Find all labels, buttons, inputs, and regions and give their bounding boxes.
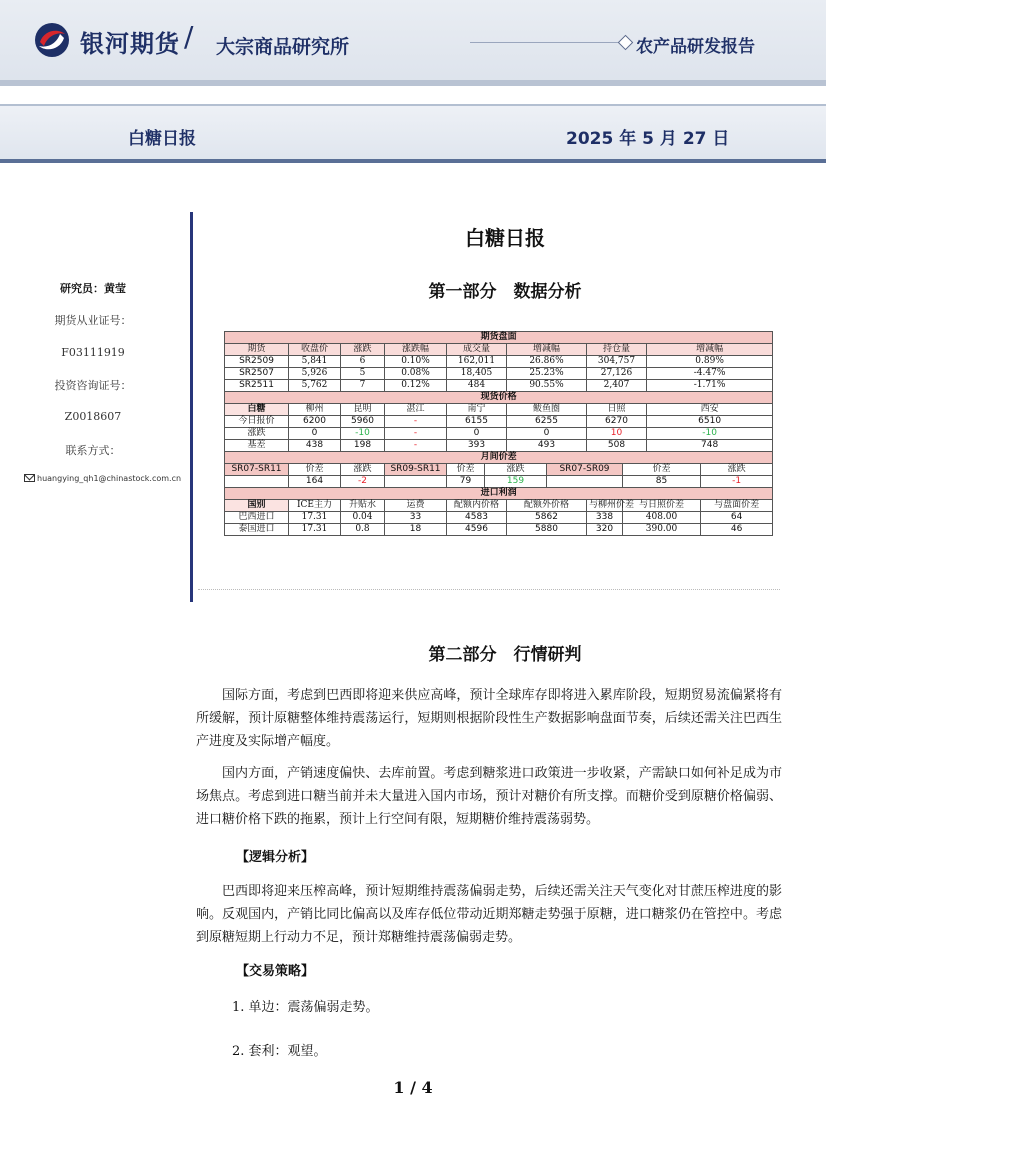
table-cell: 0: [507, 428, 587, 440]
paragraph-international: 国际方面，考虑到巴西即将迎来供应高峰，预计全球库存即将进入累库阶段，短期贸易流偏紧将有所缓解，预计原糖整体维持震荡运行，短期则根据阶段性生产数据影响盘面节奏，后续还需关注巴西生产进度及实际增产幅度。: [196, 688, 782, 749]
header-divider: [0, 80, 826, 86]
table-header-cell: 南宁: [447, 404, 507, 416]
futures-section: [225, 332, 773, 392]
table-cell: 393: [447, 440, 507, 452]
company-logo-icon: [34, 22, 70, 58]
report-type: 农产品研发报告: [636, 37, 755, 57]
table-cell: SR2511: [225, 380, 289, 392]
spread-header-row: [225, 464, 773, 476]
table-cell: 6155: [447, 416, 507, 428]
table-cell: 6: [341, 356, 385, 368]
table-header-cell: 增减幅: [507, 344, 587, 356]
table-header-cell: 涨跌: [701, 464, 773, 476]
report-type-line: [470, 42, 620, 43]
title-band-top-rule: [0, 104, 826, 106]
table-cell: 159: [485, 476, 547, 488]
table-header-cell: 与柳州价差: [587, 500, 623, 512]
strategy-item-arbitrage: 2. 套利：观望。: [232, 1044, 327, 1059]
table-cell: 198: [341, 440, 385, 452]
table-cell: 33: [385, 512, 447, 524]
table-cell: [225, 476, 289, 488]
table-cell: -: [385, 440, 447, 452]
table-header-cell: 白糖: [225, 404, 289, 416]
import-header-row: [225, 500, 773, 512]
table-cell: 6255: [507, 416, 587, 428]
table-bottom-divider: [198, 589, 780, 590]
table-cell: -4.47%: [647, 368, 773, 380]
table-header-cell: 涨跌: [485, 464, 547, 476]
table-row: [225, 356, 773, 368]
spread-section: [225, 452, 773, 488]
invest-cert-label: 投资咨询证号：: [54, 379, 132, 392]
table-row: [225, 440, 773, 452]
invest-cert-number: Z0018607: [64, 410, 122, 423]
futures-cert-label: 期货从业证号：: [54, 314, 132, 327]
table-header-cell: 涨跌: [341, 344, 385, 356]
table-cell: -10: [647, 428, 773, 440]
table-header-cell: 收盘价: [289, 344, 341, 356]
table-header-cell: 价差: [447, 464, 485, 476]
table-row: [225, 524, 773, 536]
institute-name: 大宗商品研究所: [216, 36, 350, 58]
table-cell: 320: [587, 524, 623, 536]
table-cell: 今日报价: [225, 416, 289, 428]
table-cell: 508: [587, 440, 647, 452]
table-cell: 2,407: [587, 380, 647, 392]
table-cell: 18: [385, 524, 447, 536]
table-cell: 5880: [507, 524, 587, 536]
table-cell: 5,841: [289, 356, 341, 368]
table-cell: 390.00: [623, 524, 701, 536]
table-cell: 5,926: [289, 368, 341, 380]
table-cell: 0.04: [341, 512, 385, 524]
envelope-icon: [24, 474, 35, 482]
table-cell: 6510: [647, 416, 773, 428]
table-header-cell: 增减幅: [647, 344, 773, 356]
table-cell: 0: [447, 428, 507, 440]
title-band-bottom-rule: [0, 159, 826, 163]
strategy-item-single: 1. 单边：震荡偏弱走势。: [232, 1000, 379, 1015]
company-name: 银河期货: [80, 30, 180, 58]
table-header-cell: 期货: [225, 344, 289, 356]
table-header-cell: 涨跌: [341, 464, 385, 476]
import-section-title: 进口利润: [225, 488, 773, 500]
table-cell: [385, 476, 447, 488]
table-cell: 25.23%: [507, 368, 587, 380]
futures-header-row: [225, 344, 773, 356]
futures-cert-number: F03111919: [61, 346, 125, 359]
table-cell: 基差: [225, 440, 289, 452]
table-row: [225, 380, 773, 392]
table-cell: 493: [507, 440, 587, 452]
table-cell: 巴西进口: [225, 512, 289, 524]
table-cell: 10: [587, 428, 647, 440]
table-cell: 79: [447, 476, 485, 488]
table-cell: 4583: [447, 512, 507, 524]
table-header-cell: 价差: [289, 464, 341, 476]
table-header-cell: 价差: [623, 464, 701, 476]
section-1-title: 第一部分 数据分析: [428, 282, 582, 302]
table-cell: 0.12%: [385, 380, 447, 392]
table-header-cell: 西安: [647, 404, 773, 416]
table-cell: 泰国进口: [225, 524, 289, 536]
table-header-cell: ICE主力: [289, 500, 341, 512]
table-cell: 64: [701, 512, 773, 524]
data-table: [224, 331, 773, 536]
table-header-cell: 运费: [385, 500, 447, 512]
table-row: [225, 512, 773, 524]
table-cell: 5,762: [289, 380, 341, 392]
table-header-cell: 持仓量: [587, 344, 647, 356]
table-header-cell: 日照: [587, 404, 647, 416]
table-row: [225, 476, 773, 488]
table-header-cell: SR07-SR11: [225, 464, 289, 476]
table-cell: 304,757: [587, 356, 647, 368]
table-cell: 18,405: [447, 368, 507, 380]
researcher-name: 研究员：黄莹: [60, 282, 126, 295]
table-header-cell: 配额内价格: [447, 500, 507, 512]
table-cell: 7: [341, 380, 385, 392]
table-header-cell: SR07-SR09: [547, 464, 623, 476]
table-cell: 0.89%: [647, 356, 773, 368]
table-header-cell: 涨跌幅: [385, 344, 447, 356]
table-cell: 5: [341, 368, 385, 380]
spread-section-title: 月间价差: [225, 452, 773, 464]
table-cell: -: [385, 416, 447, 428]
contact-email[interactable]: [24, 474, 181, 483]
table-cell: 涨跌: [225, 428, 289, 440]
paragraph-domestic: 国内方面，产销速度偏快、去库前置。考虑到糖浆进口政策进一步收紧，产需缺口如何补足成为市场焦点。考虑到进口糖当前并未大量进入国内市场，预计对糖价有所支撑。而糖价受到原糖价格偏弱、进口糖价格下跌的拖累，预计上行空间有限，短期糖价维持震荡弱势。: [196, 766, 782, 827]
band-report-title: 白糖日报: [128, 129, 196, 149]
table-cell: 0.8: [341, 524, 385, 536]
table-cell: -2: [341, 476, 385, 488]
table-header-cell: 与日照价差: [623, 500, 701, 512]
table-header-cell: 与盘面价差: [701, 500, 773, 512]
table-cell: 4596: [447, 524, 507, 536]
table-cell: 0.08%: [385, 368, 447, 380]
table-header-cell: 鲅鱼圈: [507, 404, 587, 416]
table-cell: 748: [647, 440, 773, 452]
table-cell: SR2507: [225, 368, 289, 380]
table-cell: [547, 476, 623, 488]
table-header-cell: 配额外价格: [507, 500, 587, 512]
header-slash: /: [184, 20, 194, 53]
spot-header-row: [225, 404, 773, 416]
table-cell: 162,011: [447, 356, 507, 368]
page-number: 1 / 4: [393, 1078, 433, 1097]
table-cell: 0.10%: [385, 356, 447, 368]
document-title: 白糖日报: [465, 226, 545, 250]
table-cell: SR2509: [225, 356, 289, 368]
spot-section: [225, 392, 773, 452]
table-cell: 164: [289, 476, 341, 488]
logic-analysis-heading: 【逻辑分析】: [236, 850, 315, 865]
table-header-cell: 成交量: [447, 344, 507, 356]
table-row: [225, 368, 773, 380]
section-2-title: 第二部分 行情研判: [428, 645, 582, 665]
trading-strategy-heading: 【交易策略】: [236, 964, 315, 979]
table-cell: 0: [289, 428, 341, 440]
table-header-cell: 柳州: [289, 404, 341, 416]
table-cell: 46: [701, 524, 773, 536]
table-row: [225, 416, 773, 428]
table-header-cell: 升贴水: [341, 500, 385, 512]
table-row: [225, 428, 773, 440]
table-cell: 408.00: [623, 512, 701, 524]
paragraph-logic: 巴西即将迎来压榨高峰，预计短期维持震荡偏弱走势，后续还需关注天气变化对甘蔗压榨进度的影响。反观国内，产销比同比偏高以及库存低位带动近期郑糖走势强于原糖，进口糖浆仍在管控中。考虑到原糖短期上行动力不足，预计郑糖维持震荡偏弱走势。: [196, 884, 782, 945]
table-cell: 6270: [587, 416, 647, 428]
table-cell: -1: [701, 476, 773, 488]
table-header-cell: 昆明: [341, 404, 385, 416]
table-header-cell: 湛江: [385, 404, 447, 416]
table-cell: -10: [341, 428, 385, 440]
futures-section-title: 期货盘面: [225, 332, 773, 344]
report-date: 2025 年 5 月 27 日: [566, 129, 730, 149]
table-cell: -1.71%: [647, 380, 773, 392]
table-cell: 5960: [341, 416, 385, 428]
table-cell: 338: [587, 512, 623, 524]
email-text: huangying_qh1@chinastock.com.cn: [37, 474, 182, 483]
contact-label: 联系方式：: [65, 444, 121, 457]
table-cell: 6200: [289, 416, 341, 428]
table-cell: 90.55%: [507, 380, 587, 392]
import-section: [225, 488, 773, 536]
table-cell: 27,126: [587, 368, 647, 380]
table-cell: 484: [447, 380, 507, 392]
sidebar-rule: [190, 212, 193, 602]
table-cell: -: [385, 428, 447, 440]
table-cell: 17.31: [289, 512, 341, 524]
table-cell: 438: [289, 440, 341, 452]
table-cell: 17.31: [289, 524, 341, 536]
table-cell: 26.86%: [507, 356, 587, 368]
table-header-cell: 国别: [225, 500, 289, 512]
table-header-cell: SR09-SR11: [385, 464, 447, 476]
spot-section-title: 现货价格: [225, 392, 773, 404]
table-cell: 5862: [507, 512, 587, 524]
table-cell: 85: [623, 476, 701, 488]
